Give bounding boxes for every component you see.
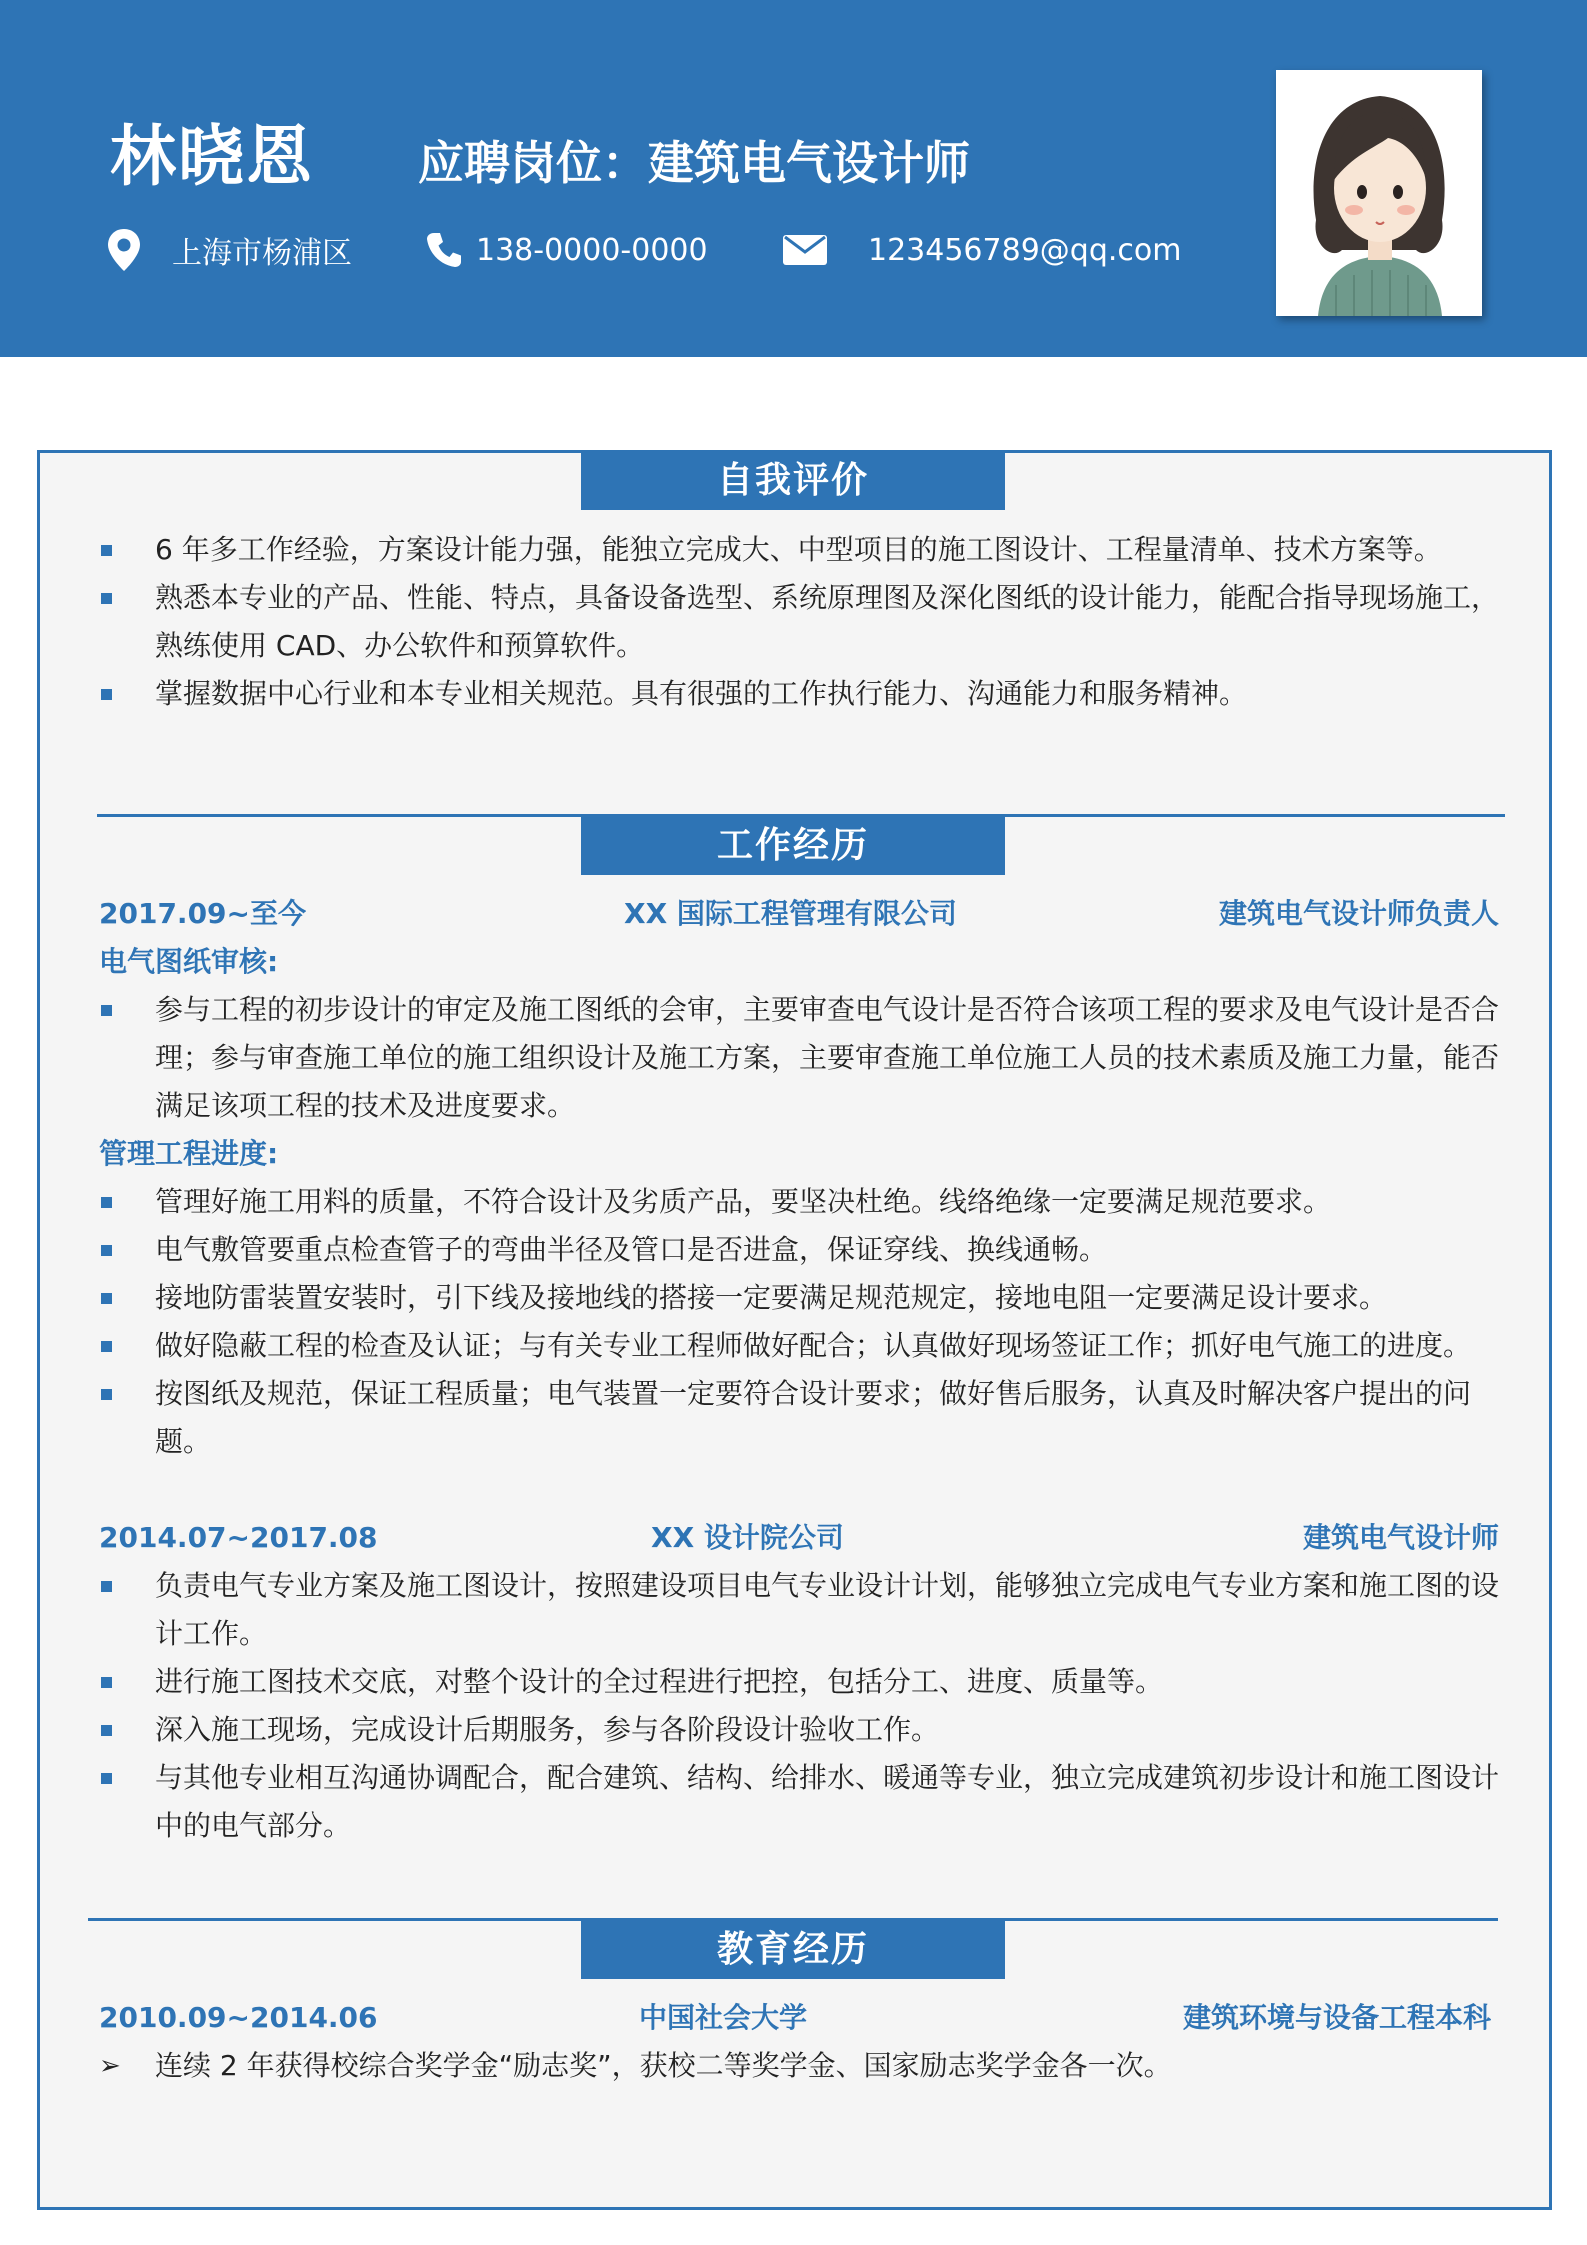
list-item: 参与工程的初步设计的审定及施工图纸的会审，主要审查电气设计是否符合该项工程的要求及电气设计是否合理；参与审查施工单位的施工组织设计及施工方案，主要审查施工单位施工人员的技术素质及施工力量，能否满足该项工程的技术及进度要求。 (99, 986, 1499, 1130)
profile-photo (1276, 70, 1482, 316)
education-list (99, 1994, 1491, 2090)
section-title-self-eval: 自我评价 (581, 452, 1005, 510)
candidate-name: 林晓恩 (110, 118, 314, 195)
location-text: 上海市杨浦区 (172, 236, 352, 271)
envelope-icon (782, 233, 828, 267)
list-item (99, 2042, 1491, 2090)
section-title-education: 教育经历 (581, 1921, 1005, 1979)
list-item: 电气敷管要重点检查管子的弯曲半径及管口是否进盒，保证穿线、换线通畅。 (99, 1226, 1499, 1274)
list-item: 熟悉本专业的产品、性能、特点，具备设备选型、系统原理图及深化图纸的设计能力，能配合指导现场施工，熟练使用 CAD、办公软件和预算软件。 (99, 574, 1499, 670)
list-item: 负责电气专业方案及施工图设计，按照建设项目电气专业设计计划，能够独立完成电气专业方案和施工图的设计工作。 (99, 1562, 1499, 1658)
job-position: 建筑电气设计师负责人 (1218, 897, 1499, 930)
job-period: 2014.07~2017.08 (99, 1521, 378, 1554)
email-text: 123456789@qq.com (868, 232, 1182, 268)
phone-icon (424, 230, 464, 270)
list-item: 掌握数据中心行业和本专业相关规范。具有很强的工作执行能力、沟通能力和服务精神。 (99, 670, 1499, 718)
job-position: 建筑电气设计师 (1302, 1521, 1499, 1554)
education-school: 中国社会大学 (639, 2001, 808, 2034)
education-major: 建筑环境与设备工程本科 (1182, 2001, 1491, 2034)
contact-phone (424, 222, 708, 278)
work-list (99, 890, 1499, 1850)
contact-location (104, 222, 352, 278)
list-item: 进行施工图技术交底，对整个设计的全过程进行把控，包括分工、进度、质量等。 (99, 1658, 1499, 1706)
education-header (99, 1994, 1491, 2042)
list-item: 接地防雷装置安装时，引下线及接地线的搭接一定要满足规范规定，接地电阻一定要满足设计要求。 (99, 1274, 1499, 1322)
job-title: 应聘岗位：建筑电气设计师 (418, 136, 970, 190)
self-eval-list (99, 526, 1499, 718)
education-period: 2010.09~2014.06 (99, 2001, 378, 2034)
job-company: XX 设计院公司 (651, 1521, 844, 1554)
phone-text: 138-0000-0000 (476, 232, 708, 268)
map-pin-icon (104, 226, 144, 274)
contact-email (782, 222, 1181, 278)
list-item: 与其他专业相互沟通协调配合，配合建筑、结构、给排水、暖通等专业，独立完成建筑初步设计和施工图设计中的电气部分。 (99, 1754, 1499, 1850)
header-banner (0, 0, 1587, 357)
list-item: 管理好施工用料的质量，不符合设计及劣质产品，要坚决杜绝。线络绝缘一定要满足规范要求。 (99, 1178, 1499, 1226)
education-item-text: 连续 2 年获得校综合奖学金“励志奖”，获校二等奖学金、国家励志奖学金各一次。 (155, 2049, 1172, 2082)
job-header (99, 1514, 1499, 1562)
list-item: 深入施工现场，完成设计后期服务，参与各阶段设计验收工作。 (99, 1706, 1499, 1754)
section-title-work: 工作经历 (581, 817, 1005, 875)
group-heading: 管理工程进度: (99, 1137, 279, 1170)
group-heading: 电气图纸审核: (99, 945, 279, 978)
list-item: 做好隐蔽工程的检查及认证；与有关专业工程师做好配合；认真做好现场签证工作；抓好电气施工的进度。 (99, 1322, 1499, 1370)
job-header (99, 890, 1499, 938)
list-item: 6 年多工作经验，方案设计能力强，能独立完成大、中型项目的施工图设计、工程量清单、技术方案等。 (99, 526, 1499, 574)
job-period: 2017.09~至今 (99, 897, 306, 930)
list-item: 按图纸及规范，保证工程质量；电气装置一定要符合设计要求；做好售后服务，认真及时解决客户提出的问题。 (99, 1370, 1499, 1466)
arrow-right-icon: ➢ (99, 2051, 121, 2081)
job-company: XX 国际工程管理有限公司 (624, 897, 957, 930)
